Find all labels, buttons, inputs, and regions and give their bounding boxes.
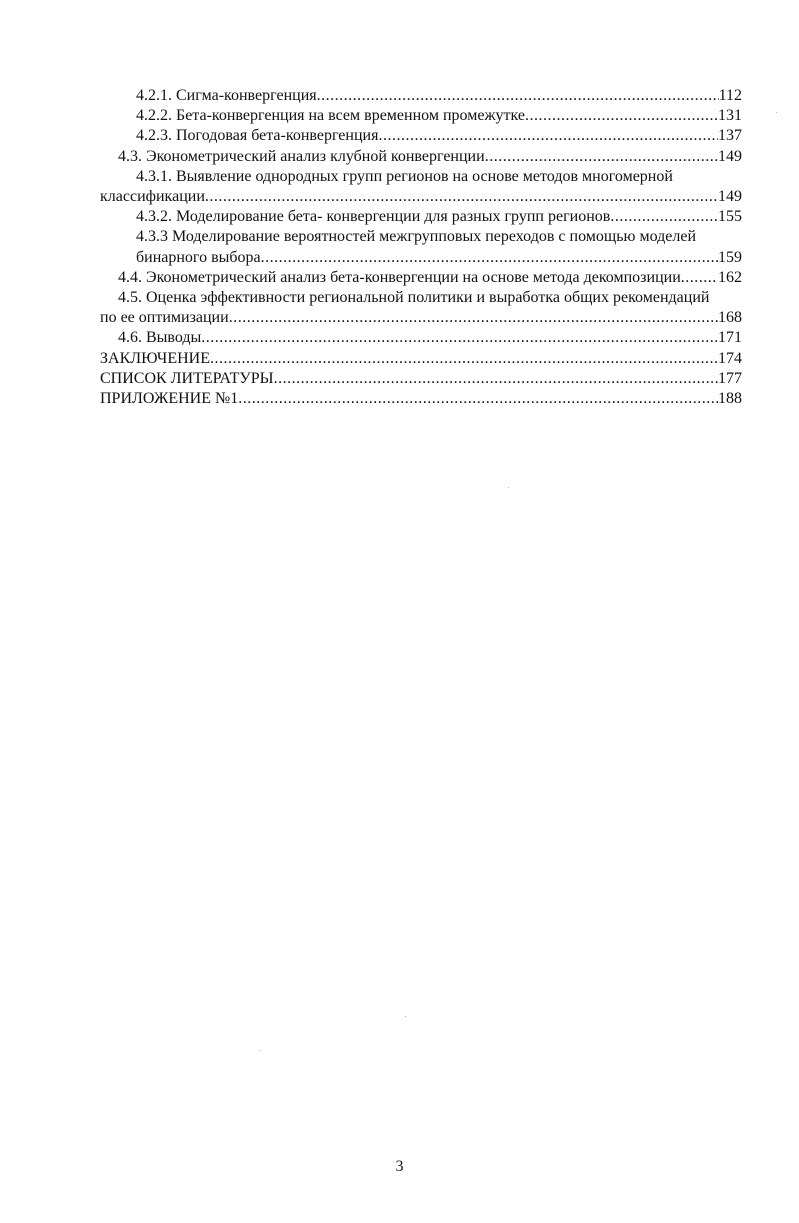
toc-entry-title: ЗАКЛЮЧЕНИЕ — [100, 349, 210, 367]
toc-entry — [100, 86, 742, 106]
toc-entry-page: 149 — [718, 147, 742, 165]
toc-entry-title: 4.5. Оценка эффективности региональной политики и выработка общих рекомендаций — [118, 289, 710, 307]
toc-entry — [100, 227, 742, 267]
dot-leader — [610, 207, 718, 227]
toc-entry-title-continuation: классификации — [100, 188, 205, 206]
toc-entry-page: 149 — [718, 188, 742, 206]
toc-entry-page: 112 — [718, 87, 742, 104]
dot-leader — [274, 369, 718, 389]
toc-entry-page: 188 — [718, 390, 742, 408]
toc-entry — [100, 369, 742, 389]
table-of-contents — [100, 86, 742, 409]
dot-leader — [485, 147, 718, 167]
toc-entry-title: 4.3.3 Моделирование вероятностей межгрупповых переходов с помощью моделей — [136, 228, 697, 246]
toc-entry-title: 4.3.1. Выявление однородных групп регионов на основе методов многомерной — [136, 167, 673, 185]
dot-leader — [378, 126, 718, 146]
scan-speck — [776, 112, 777, 113]
toc-entry-page: 131 — [718, 107, 742, 125]
scan-speck — [405, 1016, 406, 1017]
toc-entry — [100, 147, 742, 167]
toc-entry-page: 137 — [718, 127, 742, 145]
dot-leader — [238, 389, 718, 409]
toc-entry — [100, 328, 742, 348]
toc-entry-title: 4.2.2. Бета-конвергенция на всем временном промежутке — [136, 107, 525, 125]
page-number: 3 — [395, 1158, 404, 1175]
toc-entry — [100, 288, 742, 328]
dot-leader — [201, 328, 718, 348]
dot-leader — [681, 268, 718, 288]
dot-leader — [525, 106, 718, 126]
toc-entry-title-continuation: по ее оптимизации — [100, 309, 229, 327]
toc-entry-page: 177 — [718, 369, 742, 387]
toc-entry-title: 4.3. Эконометрический анализ клубной конвергенции — [118, 147, 485, 165]
dot-leader — [317, 86, 719, 106]
toc-entry — [100, 389, 742, 409]
toc-entry-title: СПИСОК ЛИТЕРАТУРЫ — [100, 369, 274, 387]
toc-entry-page: 159 — [718, 248, 742, 266]
toc-entry — [100, 268, 742, 288]
toc-entry — [100, 349, 742, 369]
toc-entry-title: 4.2.1. Сигма-конвергенция — [136, 87, 317, 104]
toc-entry-title: 4.3.2. Моделирование бета- конвергенции для разных групп регионов — [136, 208, 611, 226]
toc-entry-title: 4.6. Выводы — [118, 329, 202, 347]
toc-entry-page: 174 — [718, 349, 742, 367]
toc-entry-page: 168 — [718, 309, 742, 327]
toc-entry — [100, 126, 742, 146]
scan-speck — [508, 487, 509, 488]
toc-entry — [100, 167, 742, 207]
toc-entry-page: 162 — [718, 268, 742, 286]
toc-entry-title: ПРИЛОЖЕНИЕ №1 — [100, 390, 239, 408]
dot-leader — [205, 187, 718, 207]
scan-speck — [260, 1050, 261, 1051]
toc-entry-page: 155 — [718, 208, 742, 226]
toc-entry-page: 171 — [718, 329, 742, 347]
toc-entry — [100, 106, 742, 126]
dot-leader — [229, 308, 718, 328]
toc-entry — [100, 207, 742, 227]
dot-leader — [261, 248, 718, 268]
dot-leader — [210, 349, 718, 369]
toc-entry-title: 4.4. Эконометрический анализ бета-конвергенции на основе метода декомпозиции — [118, 268, 681, 286]
toc-entry-title: 4.2.3. Погодовая бета-конвергенция — [136, 127, 379, 145]
toc-entry-title-continuation: бинарного выбора — [136, 248, 261, 266]
